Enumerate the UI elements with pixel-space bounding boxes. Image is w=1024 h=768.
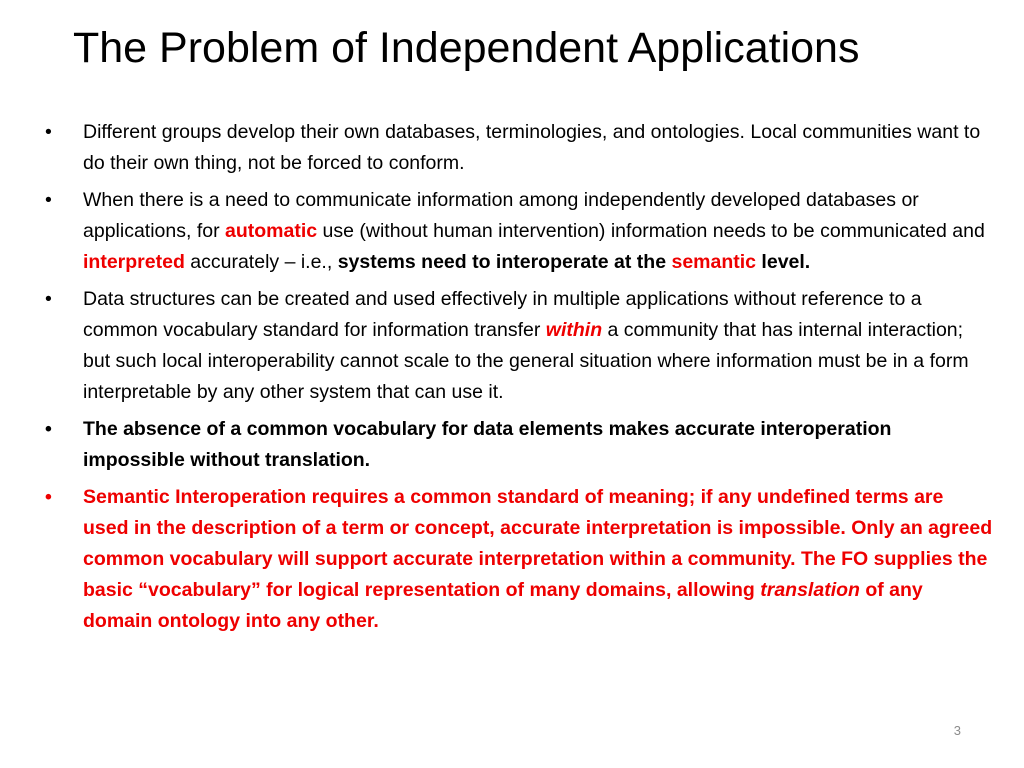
bullet-item (45, 414, 993, 476)
bullet-dot-icon: • (45, 288, 52, 310)
bullet-text: use (without human intervention) information needs to be communicated and (317, 220, 985, 242)
emphasis-level: level. (756, 251, 811, 273)
bullet-item (45, 185, 993, 278)
bullet-dot-icon: • (45, 189, 52, 211)
bullet-text: The absence of a common vocabulary for data elements makes accurate interoperation impossible without translation. (83, 418, 892, 471)
bullet-dot-icon: • (45, 486, 52, 508)
bullet-list (45, 117, 993, 643)
emphasis-interpreted: interpreted (83, 251, 185, 273)
emphasis-within: within (545, 319, 603, 341)
emphasis-systems: systems need to interoperate at the (337, 251, 672, 273)
bullet-item (45, 117, 993, 179)
bullet-text: Semantic Interoperation requires a common standard of meaning; if any undefined terms are used in the description of a term or concept, accurate interpretation is impossible. Only an agreed common vocabulary will support accurate interpretation within a community. The FO supplies the basic “vocabulary” for logical representation of many domains, allowing (83, 486, 993, 601)
bullet-text: Data structures can be created and used effectively in multiple applications without reference to a common vocabulary standard for information transfer (83, 288, 922, 341)
slide-title: The Problem of Independent Applications (73, 24, 860, 72)
emphasis-semantic: semantic (671, 251, 757, 273)
bullet-text: a community that has internal interaction; but such local interoperability cannot scale to the general situation where information must be in a form interpretable by any other system that can use it. (83, 319, 969, 403)
bullet-text: When there is a need to communicate information among independently developed databases or applications, for (83, 189, 919, 242)
page-number: 3 (953, 723, 961, 738)
emphasis-translation: translation (760, 579, 860, 601)
bullet-item (45, 482, 993, 637)
emphasis-automatic: automatic (225, 220, 318, 242)
bullet-dot-icon: • (45, 121, 52, 143)
bullet-text: Different groups develop their own databases, terminologies, and ontologies. Local communities want to do their own thing, not be forced to conform. (83, 121, 981, 174)
bullet-text: of any domain ontology into any other. (83, 579, 923, 632)
bullet-dot-icon: • (45, 418, 52, 440)
bullet-item (45, 284, 993, 408)
bullet-text: accurately – i.e., (184, 251, 338, 273)
